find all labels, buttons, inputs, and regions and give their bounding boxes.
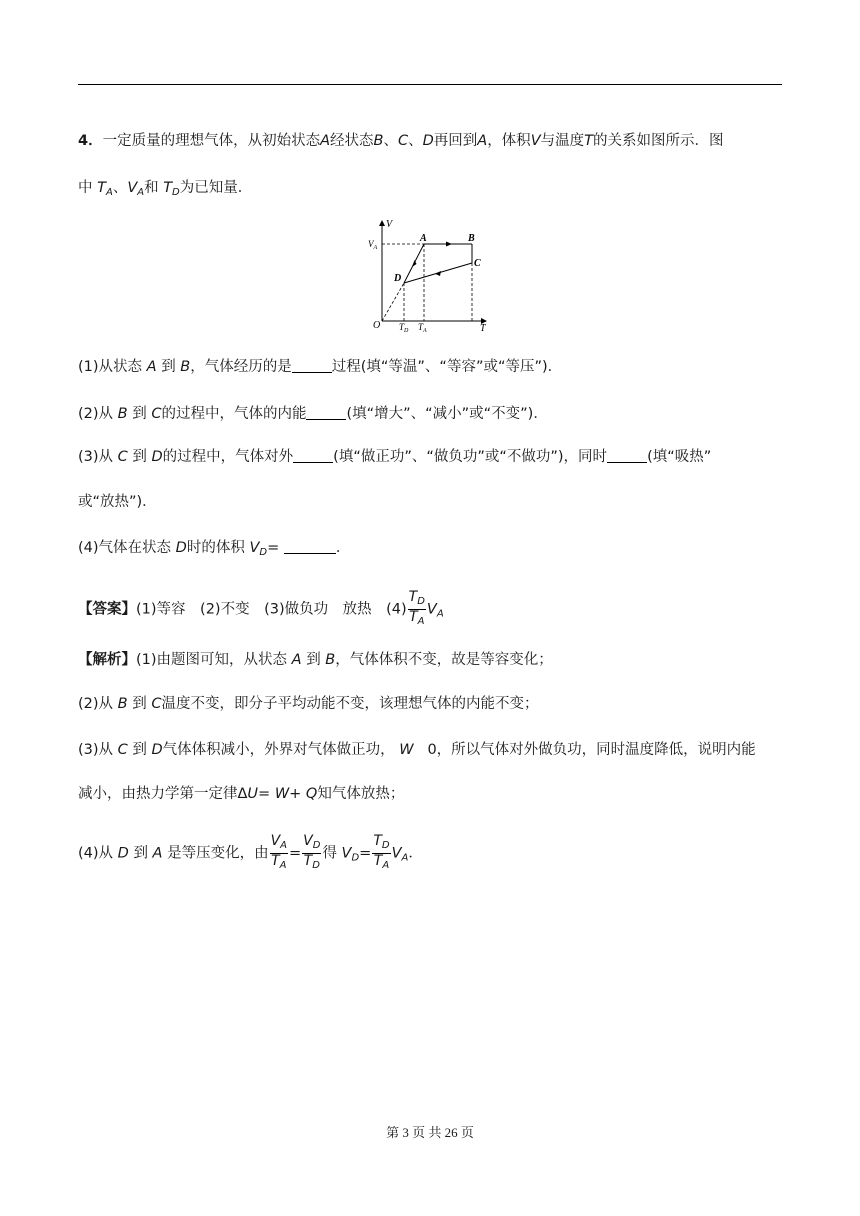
blank-3[interactable] [293,448,333,463]
vt-diagram [366,215,496,335]
blank-5[interactable] [284,539,336,554]
question-line-2: 中 $T_A$、$V_A$和 $T_D$为已知量． [78,180,253,198]
point-a: A [420,233,427,244]
axis-v-label: V [386,219,393,230]
analysis-label: 【解析】 [78,652,136,668]
question-number: 4 [78,133,89,149]
q3-line-2: 或“放热”)． [78,494,157,510]
analysis-line-2: (2)从 B 到 C温度不变，即分子平均动能不变，该理想气体的内能不变； [78,696,539,712]
axis-t-label: T [480,323,486,334]
q2: (2)从 B 到 C的过程中，气体的内能 (填“增大”、“减小”或“不变”)． [78,406,548,422]
answer-label: 【答案】 [78,601,136,618]
question-line-1: 4．一定质量的理想气体，从初始状态A经状态B、C、D再回到A，体积V与温度T的关系如图所示．图 [78,133,724,149]
blank-2[interactable] [306,405,346,420]
va-label: $V_A$ [368,239,378,251]
stem-text: 一定质量的理想气体，从初始状态 [102,133,321,149]
analysis-line-3: (3)从 C 到 D气体体积减小，外界对气体做正功， W 0，所以气体对外做负功，同时温度降低，说明内能 [78,742,756,758]
point-d: D [394,273,402,284]
q4: (4)气体在状态 D时的体积 $V_D=$ ． [78,540,351,558]
ta-label: $T_A$ [418,322,427,334]
td-label: $T_D$ [399,322,409,334]
point-c: C [474,258,481,269]
blank-1[interactable] [292,358,332,373]
page-footer: 第 3 页 共 26 页 [386,1125,474,1140]
origin-label: O [373,320,381,331]
analysis-line-1: 【解析】(1)由题图可知，从状态 A 到 B，气体体积不变，故是等容变化； [78,652,553,668]
blank-4[interactable] [607,448,647,463]
point-b: B [468,233,475,244]
header-rule [78,84,782,85]
q3: (3)从 C 到 D的过程中，气体对外 (填“做正功”、“做负功”或“不做功”)，同时 (填“吸热” [78,449,712,465]
analysis-line-5: (4)从 D 到 A 是等压变化，由 $\frac{V_A}{T_A}$ = $\frac{V_D}{T_D}$ 得 $V_D=$ $\frac{T_D}{T_A}$ $V_A$． [78,833,423,871]
answer-line: 【答案】(1)等容 (2)不变 (3)做负功 放热 (4) $\frac{T_D}{T_A}$ $V_A$ [78,589,444,627]
q1: (1)从状态 A 到 B，气体经历的是 过程(填“等温”、“等容”或“等压”)． [78,359,563,375]
analysis-line-4: 减小，由热力学第一定律ΔU= W+ Q知气体放热； [78,786,405,802]
